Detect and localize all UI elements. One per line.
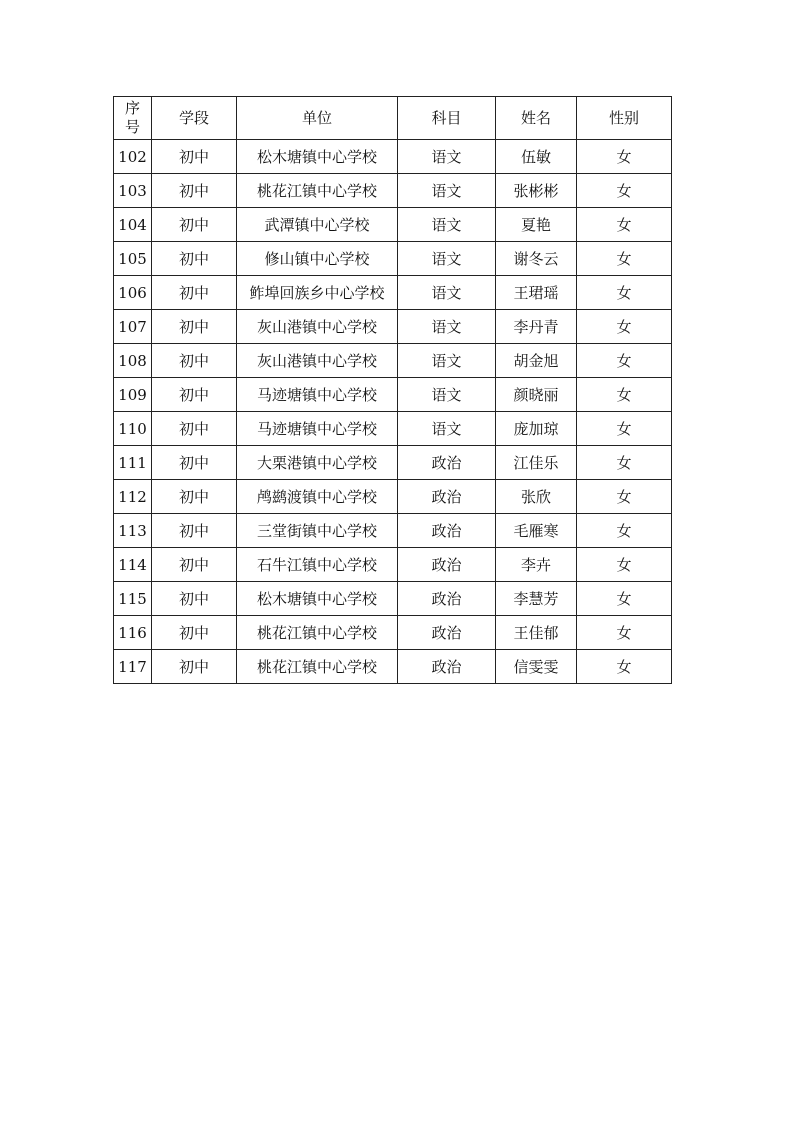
cell-name: 李慧芳 (496, 582, 577, 616)
cell-subject: 语文 (398, 344, 496, 378)
cell-no: 104 (114, 208, 152, 242)
cell-gender: 女 (577, 276, 672, 310)
cell-stage: 初中 (152, 378, 237, 412)
header-name: 姓名 (496, 97, 577, 140)
cell-name: 信雯雯 (496, 650, 577, 684)
cell-subject: 语文 (398, 310, 496, 344)
cell-name: 王珺瑶 (496, 276, 577, 310)
cell-stage: 初中 (152, 650, 237, 684)
cell-name: 李卉 (496, 548, 577, 582)
header-row (114, 97, 672, 140)
cell-no: 115 (114, 582, 152, 616)
cell-gender: 女 (577, 344, 672, 378)
table-row (114, 242, 672, 276)
cell-unit: 桃花江镇中心学校 (237, 616, 398, 650)
cell-name: 江佳乐 (496, 446, 577, 480)
cell-name: 毛雁寒 (496, 514, 577, 548)
cell-no: 105 (114, 242, 152, 276)
table-row (114, 650, 672, 684)
cell-no: 109 (114, 378, 152, 412)
cell-subject: 语文 (398, 174, 496, 208)
cell-no: 116 (114, 616, 152, 650)
cell-subject: 语文 (398, 242, 496, 276)
cell-name: 伍敏 (496, 140, 577, 174)
table-row (114, 378, 672, 412)
cell-stage: 初中 (152, 174, 237, 208)
cell-unit: 马迹塘镇中心学校 (237, 412, 398, 446)
cell-stage: 初中 (152, 276, 237, 310)
cell-no: 112 (114, 480, 152, 514)
cell-subject: 语文 (398, 412, 496, 446)
header-no-line-1: 序 (124, 99, 140, 117)
cell-gender: 女 (577, 174, 672, 208)
table-row (114, 548, 672, 582)
cell-unit: 松木塘镇中心学校 (237, 582, 398, 616)
cell-no: 110 (114, 412, 152, 446)
cell-gender: 女 (577, 310, 672, 344)
cell-stage: 初中 (152, 446, 237, 480)
table-row (114, 140, 672, 174)
cell-name: 张欣 (496, 480, 577, 514)
cell-unit: 鸬鹚渡镇中心学校 (237, 480, 398, 514)
cell-name: 王佳郁 (496, 616, 577, 650)
header-stage: 学段 (152, 97, 237, 140)
table-row (114, 412, 672, 446)
table-row (114, 344, 672, 378)
cell-no: 107 (114, 310, 152, 344)
cell-subject: 政治 (398, 650, 496, 684)
cell-name: 胡金旭 (496, 344, 577, 378)
cell-no: 106 (114, 276, 152, 310)
cell-unit: 灰山港镇中心学校 (237, 344, 398, 378)
cell-no: 103 (114, 174, 152, 208)
table-row (114, 582, 672, 616)
table-row (114, 480, 672, 514)
cell-unit: 石牛江镇中心学校 (237, 548, 398, 582)
cell-subject: 语文 (398, 378, 496, 412)
cell-stage: 初中 (152, 582, 237, 616)
cell-subject: 政治 (398, 446, 496, 480)
cell-subject: 政治 (398, 514, 496, 548)
header-subject: 科目 (398, 97, 496, 140)
cell-subject: 语文 (398, 140, 496, 174)
cell-name: 谢冬云 (496, 242, 577, 276)
cell-unit: 大栗港镇中心学校 (237, 446, 398, 480)
cell-subject: 政治 (398, 480, 496, 514)
roster-table (113, 96, 672, 684)
table-row (114, 174, 672, 208)
cell-gender: 女 (577, 480, 672, 514)
cell-unit: 修山镇中心学校 (237, 242, 398, 276)
table-row (114, 514, 672, 548)
header-no-line-2: 号 (124, 118, 140, 136)
table-row (114, 276, 672, 310)
cell-name: 庞加琼 (496, 412, 577, 446)
cell-no: 102 (114, 140, 152, 174)
header-unit: 单位 (237, 97, 398, 140)
cell-subject: 政治 (398, 616, 496, 650)
cell-gender: 女 (577, 242, 672, 276)
cell-gender: 女 (577, 140, 672, 174)
cell-unit: 桃花江镇中心学校 (237, 174, 398, 208)
cell-stage: 初中 (152, 514, 237, 548)
cell-unit: 桃花江镇中心学校 (237, 650, 398, 684)
header-no (114, 97, 152, 140)
table-body (114, 140, 672, 684)
cell-no: 113 (114, 514, 152, 548)
cell-gender: 女 (577, 446, 672, 480)
cell-stage: 初中 (152, 140, 237, 174)
cell-no: 117 (114, 650, 152, 684)
cell-name: 颜晓丽 (496, 378, 577, 412)
cell-unit: 马迹塘镇中心学校 (237, 378, 398, 412)
table-row (114, 446, 672, 480)
table-row (114, 208, 672, 242)
cell-subject: 语文 (398, 208, 496, 242)
table-row (114, 616, 672, 650)
cell-gender: 女 (577, 548, 672, 582)
cell-name: 夏艳 (496, 208, 577, 242)
cell-unit: 松木塘镇中心学校 (237, 140, 398, 174)
cell-stage: 初中 (152, 208, 237, 242)
table-header (114, 97, 672, 140)
cell-no: 114 (114, 548, 152, 582)
cell-unit: 三堂街镇中心学校 (237, 514, 398, 548)
cell-subject: 政治 (398, 548, 496, 582)
cell-gender: 女 (577, 650, 672, 684)
cell-no: 111 (114, 446, 152, 480)
cell-gender: 女 (577, 378, 672, 412)
cell-stage: 初中 (152, 242, 237, 276)
cell-gender: 女 (577, 412, 672, 446)
cell-stage: 初中 (152, 480, 237, 514)
cell-stage: 初中 (152, 548, 237, 582)
cell-gender: 女 (577, 514, 672, 548)
cell-name: 张彬彬 (496, 174, 577, 208)
cell-gender: 女 (577, 208, 672, 242)
cell-gender: 女 (577, 582, 672, 616)
cell-name: 李丹青 (496, 310, 577, 344)
cell-no: 108 (114, 344, 152, 378)
cell-subject: 政治 (398, 582, 496, 616)
cell-stage: 初中 (152, 412, 237, 446)
cell-stage: 初中 (152, 310, 237, 344)
cell-stage: 初中 (152, 344, 237, 378)
cell-gender: 女 (577, 616, 672, 650)
cell-unit: 鲊埠回族乡中心学校 (237, 276, 398, 310)
cell-unit: 武潭镇中心学校 (237, 208, 398, 242)
header-gender: 性别 (577, 97, 672, 140)
cell-subject: 语文 (398, 276, 496, 310)
cell-unit: 灰山港镇中心学校 (237, 310, 398, 344)
cell-stage: 初中 (152, 616, 237, 650)
table-row (114, 310, 672, 344)
